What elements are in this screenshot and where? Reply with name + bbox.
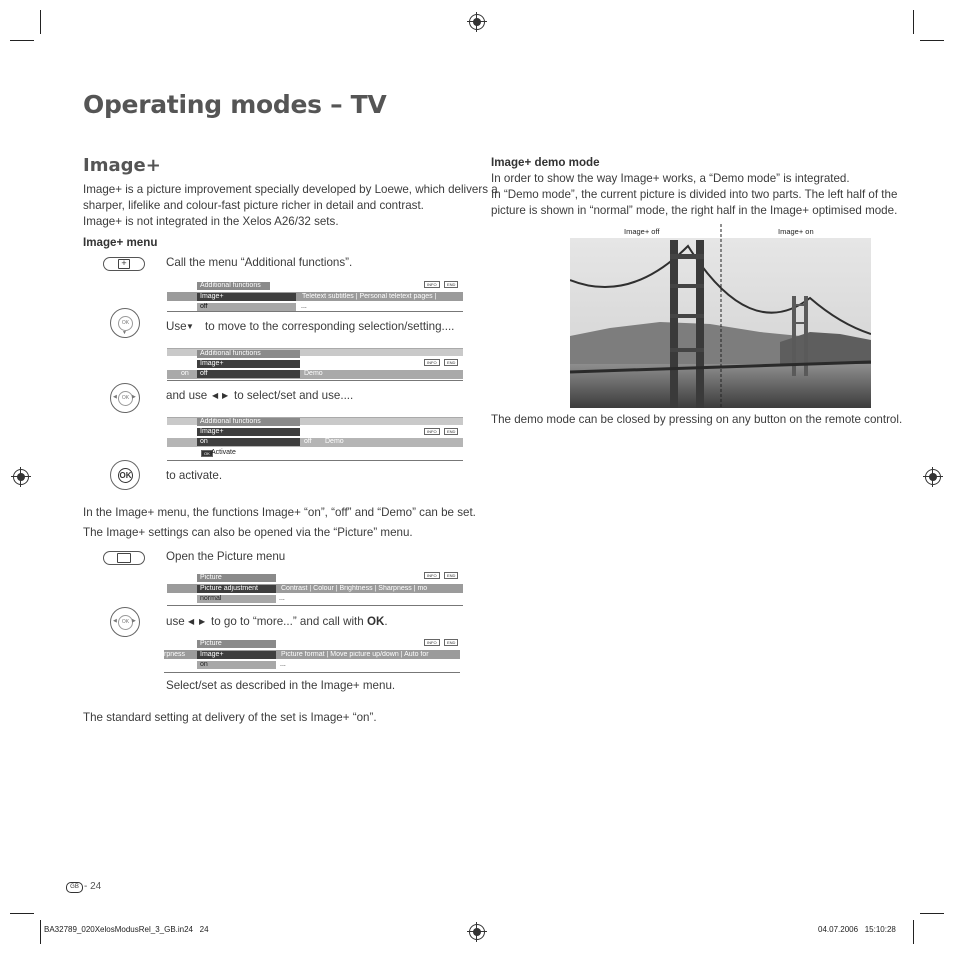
demo-line-2: In “Demo mode”, the current picture is divided into two parts. The left half of the — [491, 188, 898, 201]
osd-more: ... — [301, 303, 307, 310]
page-number: - 24 — [84, 881, 102, 892]
osd-title: Additional functions — [197, 350, 300, 358]
osd-opt-off: off — [304, 438, 312, 445]
osd-divider — [167, 380, 463, 381]
arrow-left-icon: ◀ — [188, 617, 195, 626]
bridge-photo — [570, 224, 871, 408]
ok-label: OK — [366, 615, 385, 628]
osd-value: on — [197, 661, 276, 669]
info-chip: INFO — [424, 359, 440, 366]
crop-mark — [10, 913, 34, 914]
step-use-lr-a: and use — [166, 389, 208, 402]
osd-more: ... — [279, 595, 285, 602]
osd-left: rpness — [164, 651, 186, 658]
intro-line-1: Image+ is a picture improvement specially developed by Loewe, which delivers a — [83, 183, 498, 196]
info-chip: INFO — [424, 428, 440, 435]
photo-label-on: Image+ on — [778, 227, 814, 236]
osd-value: normal — [197, 595, 276, 603]
step-use-down-a: Use — [166, 320, 187, 333]
osd-value: off — [197, 303, 296, 311]
osd-value: on — [197, 438, 300, 446]
footer-file: BA32789_020XelosModusRel_3_GB.in24 24 — [44, 925, 209, 934]
demo-line-1: In order to show the way Image+ works, a “Demo mode” is integrated. — [491, 172, 850, 185]
osd-left: on — [181, 370, 189, 377]
crop-mark — [913, 10, 914, 34]
osd-item: Image+ — [197, 651, 276, 659]
para-standard: The standard setting at delivery of the set is Image+ “on”. — [83, 711, 377, 724]
intro-line-2: sharper, lifelike and colour-fast picture richer in detail and contrast. — [83, 199, 424, 212]
photo-label-off: Image+ off — [624, 227, 660, 236]
osd-divider — [164, 672, 460, 673]
osd-item: Image+ — [197, 293, 296, 301]
osd-options: Contrast | Colour | Brightness | Sharpness | mo — [281, 585, 428, 592]
ok-wheel-icon: OK ◀ ▶ — [110, 383, 140, 413]
crop-mark — [10, 40, 34, 41]
info-chip: INFO — [424, 639, 440, 646]
registration-mark-icon — [469, 924, 485, 940]
arrow-right-icon: ▶ — [132, 394, 136, 400]
section-title: Image+ — [83, 155, 161, 176]
info-chip: INFO — [424, 281, 440, 288]
osd-opt-demo: Demo — [325, 438, 344, 445]
end-chip: END — [444, 281, 458, 288]
step-more-text: to go to “more...” and call with — [211, 615, 364, 628]
osd-divider — [167, 311, 463, 312]
step-activate: to activate. — [166, 469, 223, 482]
ok-wheel-icon: OK ▼ — [110, 308, 140, 338]
step-call-menu: Call the menu “Additional functions”. — [166, 256, 353, 269]
osd-options: Picture format | Move picture up/down | Auto for — [281, 651, 429, 658]
para-picture: The Image+ settings can also be opened via the “Picture” menu. — [83, 526, 413, 539]
crop-mark — [920, 40, 944, 41]
crop-mark — [40, 10, 41, 34]
arrow-left-icon: ◀ — [113, 394, 117, 400]
menu-heading: Image+ menu — [83, 236, 158, 249]
step-use-lr-b: to select/set and use.... — [234, 389, 354, 402]
osd-value: off — [197, 370, 300, 378]
arrow-down-icon: ▼ — [122, 330, 127, 336]
registration-mark-icon — [925, 469, 941, 485]
step-more-b — [211, 614, 388, 630]
osd-title: Additional functions — [197, 282, 270, 290]
osd-activate: Activate — [211, 449, 236, 456]
picture-menu-icon — [103, 551, 145, 565]
crop-mark — [913, 920, 914, 944]
menu-plus-icon: + — [103, 257, 145, 271]
footer-date: 04.07.2006 15:10:28 — [818, 925, 896, 934]
step-open-picture: Open the Picture menu — [166, 550, 286, 563]
demo-close-text: The demo mode can be closed by pressing on any button on the remote control. — [491, 413, 903, 426]
osd-more: ... — [280, 661, 286, 668]
ok-wheel-icon: OK ◀ ▶ — [110, 607, 140, 637]
country-badge: GB — [66, 882, 83, 893]
arrow-down-icon: ▼ — [186, 322, 194, 331]
osd-item: Image+ — [197, 428, 300, 436]
step-use-down-b: to move to the corresponding selection/setting.... — [205, 320, 455, 333]
osd-title: Additional functions — [197, 418, 300, 426]
crop-mark — [920, 913, 944, 914]
crop-mark — [40, 920, 41, 944]
page-title: Operating modes – TV — [83, 90, 387, 119]
registration-mark-icon — [469, 14, 485, 30]
osd-divider — [167, 460, 463, 461]
end-chip: END — [444, 639, 458, 646]
arrow-left-icon: ◀ — [113, 618, 117, 624]
demo-line-3: picture is shown in “normal” mode, the right half in the Image+ optimised mode. — [491, 204, 898, 217]
step-select-set: Select/set as described in the Image+ menu. — [166, 679, 396, 692]
osd-title: Picture — [197, 574, 276, 582]
end-chip: END — [444, 572, 458, 579]
osd-divider — [167, 605, 463, 606]
arrow-left-icon: ◀ — [212, 391, 219, 400]
end-chip: END — [444, 359, 458, 366]
osd-options: Teletext subtitles | Personal teletext pages | — [302, 293, 437, 300]
step-more-end: . — [384, 615, 388, 628]
osd-item: Image+ — [197, 360, 300, 368]
arrow-right-icon: ▶ — [132, 618, 136, 624]
para-functions: In the Image+ menu, the functions Image+ “on”, “off” and “Demo” can be set. — [83, 506, 476, 519]
intro-line-3: Image+ is not integrated in the Xelos A26/32 sets. — [83, 215, 339, 228]
arrow-right-icon: ▶ — [199, 617, 206, 626]
demo-heading: Image+ demo mode — [491, 156, 600, 169]
info-chip: INFO — [424, 572, 440, 579]
end-chip: END — [444, 428, 458, 435]
arrow-right-icon: ▶ — [222, 391, 229, 400]
ok-button-icon: OK — [110, 460, 140, 490]
bridge-photo-illustration — [570, 224, 871, 408]
ok-chip: OK — [201, 450, 213, 457]
osd-title: Picture — [197, 640, 276, 648]
osd-item: Picture adjustment — [197, 585, 276, 593]
step-more-a: use — [166, 615, 185, 628]
registration-mark-icon — [13, 469, 29, 485]
osd-right: Demo — [304, 370, 323, 377]
